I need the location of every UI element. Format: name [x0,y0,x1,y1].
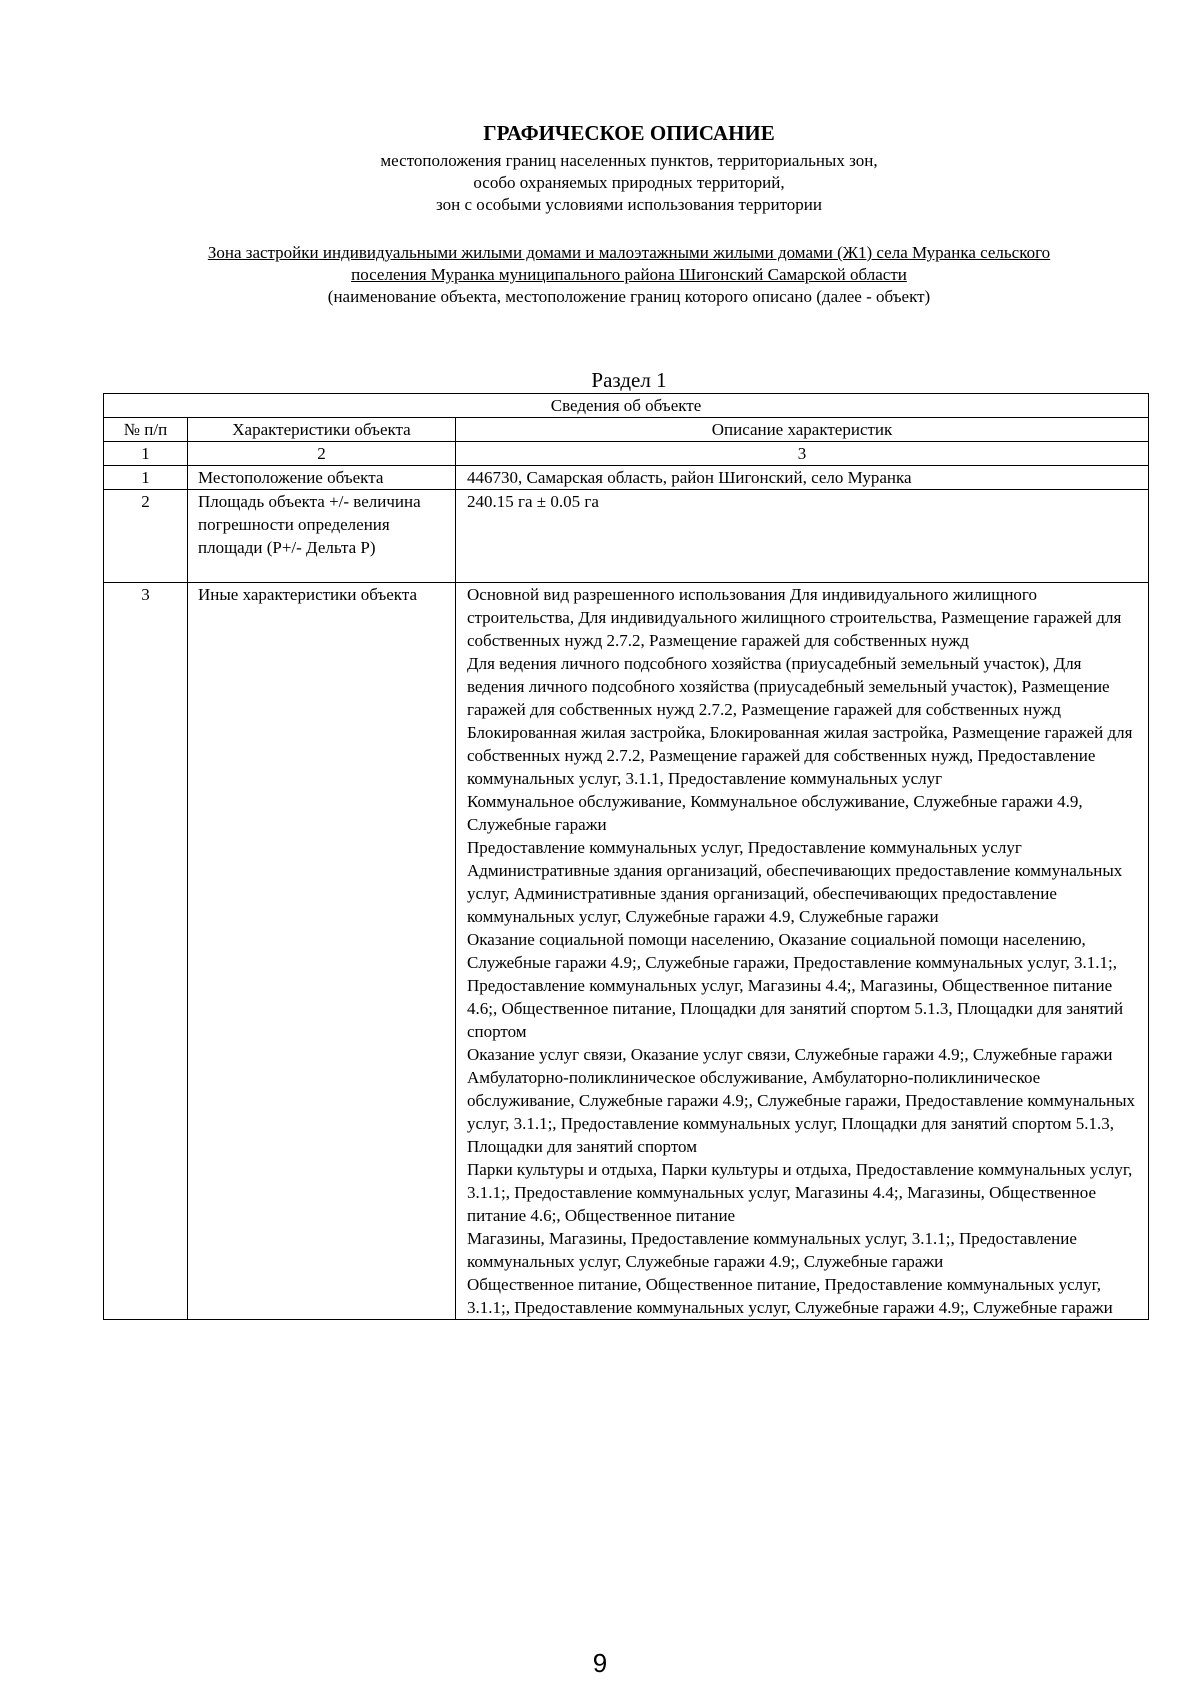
object-caption: (наименование объекта, местоположение границ которого описано (далее - объект) [327,287,931,306]
row-description: Основной вид разрешенного использования Для индивидуального жилищного строительства, Для индивидуального жилищного строительства, Размещение гаражей для собственных нужд 2.7.2, Размещение гаражей для собственных нужд Для ведения личного подсобного хозяйства (приусадебный земельный участок), Для ведения личного подсобного хозяйства (приусадебный земельный участок), Размещение гаражей для собственных нужд 2.7.2, Размещение гаражей для собственных нужд Блокированная жилая застройка, Блокированная жилая застройка, Размещение гаражей для собственных нужд 2.7.2, Размещение гаражей для собственных нужд, Предоставление коммунальных услуг, 3.1.1, Предоставление коммунальных услуг Коммунальное обслуживание, Коммунальное обслуживание, Служебные гаражи 4.9, Служебные гаражи Предоставление коммунальных услуг, Предоставление коммунальных услуг Административные здания организаций, обеспечивающих предоставление коммунальных услуг, Административные здания организаций, обеспечивающих предоставление коммунальных услуг, Служебные гаражи 4.9, Служебные гаражи Оказание социальной помощи населению, Оказание социальной помощи населению, Служебные гаражи 4.9;, Служебные гаражи, Предоставление коммунальных услуг, 3.1.1;, Предоставление коммунальных услуг, Магазины 4.4;, Магазины, Общественное питание 4.6;, Общественное питание, Площадки для занятий спортом 5.1.3, Площадки для занятий спортом Оказание услуг связи, Оказание услуг связи, Служебные гаражи 4.9;, Служебные гаражи Амбулаторно-поликлиническое обслуживание, Амбулаторно-поликлиническое обслуживание, Служебные гаражи 4.9;, Служебные гаражи, Предоставление коммунальных услуг, 3.1.1;, Предоставление коммунальных услуг, Площадки для занятий спортом 5.1.3, Площадки для занятий спортом Парки культуры и отдыха, Парки культуры и отдыха, Предоставление коммунальных услуг, 3.1.1;, Предоставление коммунальных услуг, Магазины 4.4;, Магазины, Общественное питание 4.6;, Общественное питание Магазины, Магазины, Предоставление коммунальных услуг, 3.1.1;, Предоставление коммунальных услуг, Служебные гаражи 4.9;, Служебные гаражи Общественное питание, Общественное питание, Предоставление коммунальных услуг, 3.1.1;, Предоставление коммунальных услуг, Служебные гаражи 4.9;, Служебные гаражи [456,583,1149,1320]
column-header-num: № п/п [104,418,188,442]
row-characteristic: Площадь объекта +/- величина погрешности определения площади (Р+/- Дельта Р) [188,490,456,583]
column-number: 2 [188,442,456,466]
table-title: Сведения об объекте [104,394,1149,418]
page-number: 9 [592,1648,608,1678]
row-number: 3 [104,583,188,1320]
column-header-characteristic: Характеристики объекта [188,418,456,442]
table-row [104,466,1149,490]
row-description: 446730, Самарская область, район Шигонский, село Муранка [456,466,1149,490]
row-characteristic: Иные характеристики объекта [188,583,456,1320]
column-number: 3 [456,442,1149,466]
table-row [104,490,1149,583]
row-characteristic: Местоположение объекта [188,466,456,490]
row-description: 240.15 га ± 0.05 га [456,490,1149,583]
subtitle-line-2: особо охраняемых природных территорий, [473,173,785,192]
table-header-row [104,418,1149,442]
column-number-row [104,442,1149,466]
row-number: 1 [104,466,188,490]
subtitle-line-1: местоположения границ населенных пунктов, территориальных зон, [380,151,878,170]
column-number: 1 [104,442,188,466]
table-title-row [104,394,1149,418]
object-name-line-2: поселения Муранка муниципального района Шигонский Самарской области [351,265,907,284]
row-number: 2 [104,490,188,583]
section-title: Раздел 1 [591,368,667,392]
object-name-line-1: Зона застройки индивидуальными жилыми домами и малоэтажными жилыми домами (Ж1) села Муранка сельского [207,243,1051,262]
table-row [104,583,1149,1320]
document-title: ГРАФИЧЕСКОЕ ОПИСАНИЕ [483,121,775,145]
subtitle-line-3: зон с особыми условиями использования территории [436,195,822,214]
column-header-description: Описание характеристик [456,418,1149,442]
object-info-table [103,393,1149,1320]
